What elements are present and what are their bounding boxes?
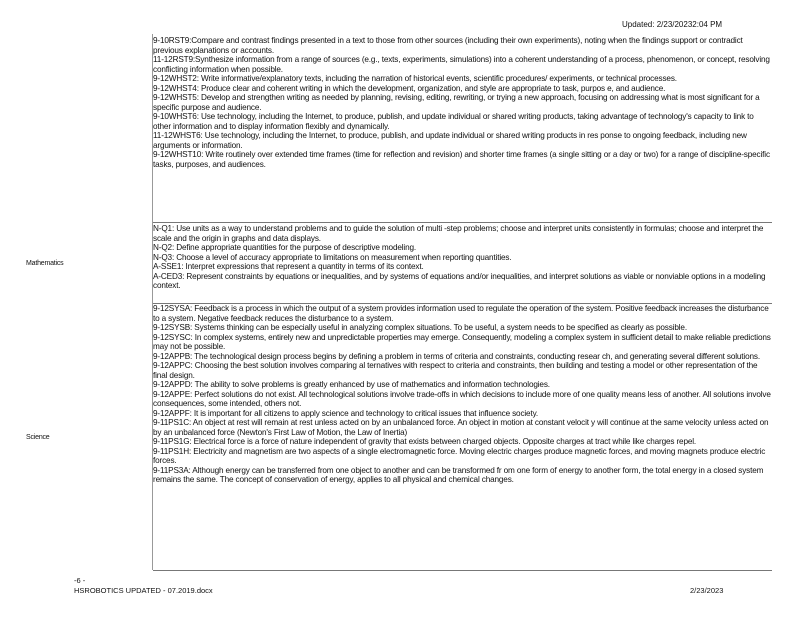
standard-item: 9-12APPF: It is important for all citizens to apply science and technology to critical issues that influence society. xyxy=(153,408,539,418)
standard-item: 9-12SYSC: In complex systems, entirely new and unpredictable properties may emerge. Consequently, modeling a complex system in sufficient detail to make reliable predictions may not be possible. xyxy=(153,332,771,351)
standard-item: 9-12WHST4: Produce clear and coherent writing in which the development, organization, and style are appropriate to task, purpos e, and audience. xyxy=(153,83,666,93)
standard-item: 9-11PS1H: Electricity and magnetism are two aspects of a single electromagnetic force. Moving electric charges produce magnetic forces, and moving magnets produce electric forces. xyxy=(153,446,766,465)
standard-item: 9-12APPE: Perfect solutions do not exist. All technological solutions involve trade-offs in which decisions to include more of one quality means less of another. All solutions involve consequences, some intended, others not. xyxy=(153,389,771,408)
science-standards-cell xyxy=(153,304,772,485)
standard-item: 9-12SYSA: Feedback is a process in which the output of a system provides information used to regulate the operation of the system. Positive feedback increases the disturbance to a system. Negative feedback reduces the disturbance to a system. xyxy=(153,304,769,323)
standard-item: 9-12APPB: The technological design process begins by defining a problem in terms of criteria and constraints, conducting resear ch, and generating several different solutions. xyxy=(153,351,760,361)
footer-filename: HSROBOTICS UPDATED - 07.2019.docx xyxy=(74,586,213,595)
standard-item: 9-12APPD: The ability to solve problems is greatly enhanced by use of mathematics and information technologies. xyxy=(153,380,550,389)
standard-item: 11-12WHST6: Use technology, including the Internet, to produce, publish, and update individual or shared writing products in res ponse to ongoing feedback, including new arguments or information. xyxy=(153,131,747,150)
standard-item: 9-11PS1C: An object at rest will remain at rest unless acted on by an unbalanced force. An object in motion at constant velocit y will continue at the same velocity unless acted on by an unbalanced force (Newton's First Law of Motion, the Law of Inertia) xyxy=(153,418,769,437)
subject-label-mathematics: Mathematics xyxy=(26,260,64,267)
page-number: -6 - xyxy=(74,576,86,585)
standard-item: 11-12RST9:Synthesize information from a range of sources (e.g., texts, experiments, simulations) into a coherent understanding of a process, phenomenon, or concept, resolving conflicting information when possible. xyxy=(153,55,770,74)
standard-item: N-Q3: Choose a level of accuracy appropriate to limitations on measurement when reporting quantities. xyxy=(153,252,512,262)
standard-item: A-SSE1: Interpret expressions that represent a quantity in terms of its context. xyxy=(153,262,424,271)
standard-item: 9-11PS1G: Electrical force is a force of nature independent of gravity that exists between charged objects. Opposite charges at tract while like charges repel. xyxy=(153,437,697,446)
standard-item: 9-10WHST6: Use technology, including the Internet, to produce, publish, and update individual or shared writing products, taking advantage of technology's capacity to link to other information and to display information flexibly and dynamically. xyxy=(153,112,754,131)
standard-item: N-Q1: Use units as a way to understand problems and to guide the solution of multi -step problems; choose and interpret units consistently in formulas; choose and interpret the scale and the origin in graphs and data displays. xyxy=(153,224,764,243)
literacy-standards-cell xyxy=(153,36,772,169)
row-divider xyxy=(153,222,772,223)
standard-item: 9-11PS3A: Although energy can be transferred from one object to another and can be transformed fr om one form of energy to another form, the total energy in a closed system remains the same. The concept of conservation of energy, applies to all physical and chemical changes. xyxy=(153,465,764,484)
standard-item: 9-12WHST2: Write informative/explanatory texts, including the narration of historical events, scientific procedures/ experiments, or technical processes. xyxy=(153,74,677,83)
standard-item: 9-12SYSB: Systems thinking can be especially useful in analyzing complex situations. To be useful, a system needs to be specified as clearly as possible. xyxy=(153,323,687,332)
standard-item: 9-12WHST10: Write routinely over extended time frames (time for reflection and revision) and shorter time frames (a single sitting or a day or two) for a range of discipline-specific tasks, purposes, and audiences. xyxy=(153,150,770,169)
subject-label-science: Science xyxy=(26,434,50,441)
standard-item: N-Q2: Define appropriate quantities for the purpose of descriptive modeling. xyxy=(153,243,417,252)
standard-item: 9-10RST9:Compare and contrast findings presented in a text to those from other sources (including their own experiments), noting when the findings support or contradict previous explanations or accounts. xyxy=(153,36,743,55)
table-bottom-border xyxy=(153,570,772,571)
updated-timestamp: Updated: 2/23/20232:04 PM xyxy=(622,20,723,29)
standard-item: A-CED3: Represent constraints by equations or inequalities, and by systems of equations and/or inequalities, and interpret solutions as viable or nonviable options in a modeling context. xyxy=(153,271,766,290)
math-standards-cell xyxy=(153,224,772,291)
footer-date: 2/23/2023 xyxy=(690,586,724,595)
standard-item: 9-12WHST5: Develop and strengthen writing as needed by planning, revising, editing, rewriting, or trying a new approach, focusing on addressing what is most significant for a specific purpose and audience. xyxy=(153,93,760,112)
standard-item: 9-12APPC: Choosing the best solution involves comparing al ternatives with respect to criteria and constraints, then building and testing a model or other representation of the final design. xyxy=(153,361,758,380)
